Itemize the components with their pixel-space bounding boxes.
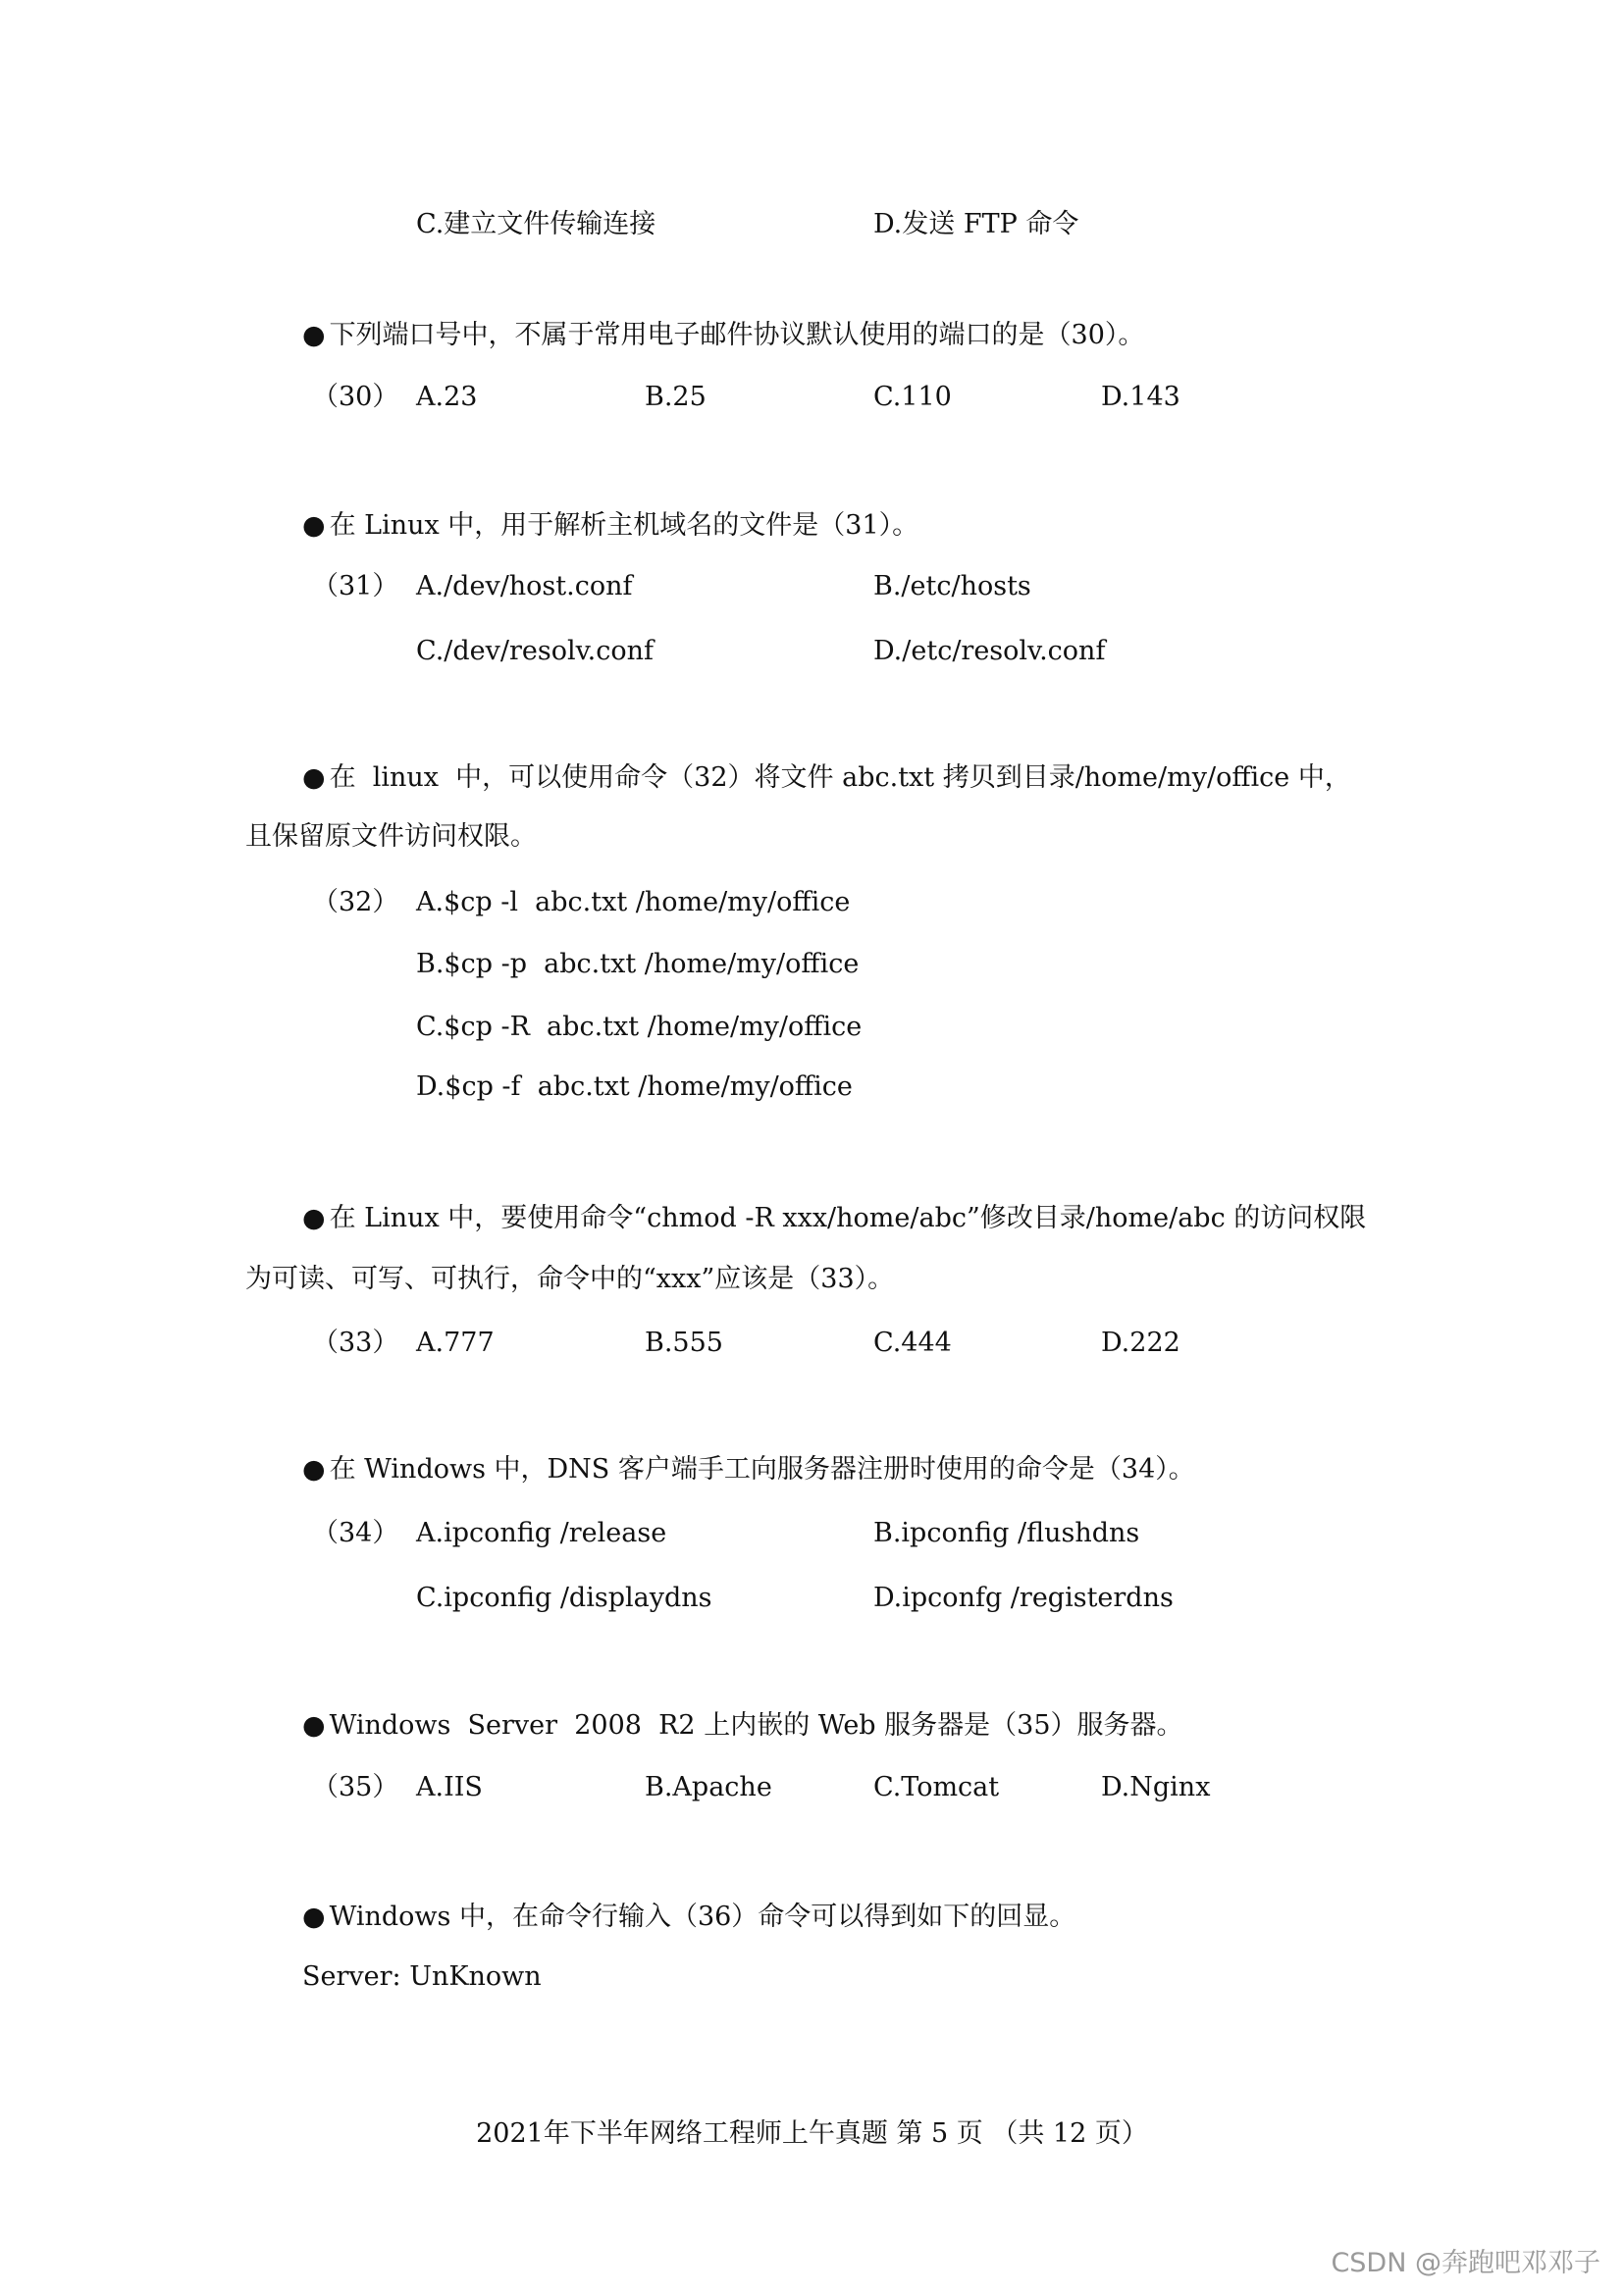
q29-option-c: C.建立文件传输连接: [416, 209, 656, 239]
q34-stem: [302, 1453, 1195, 1487]
q35-option-a: A.IIS: [416, 1772, 483, 1802]
q31-stem: [302, 509, 918, 543]
q33-stem-text: 在 Linux 中，要使用命令“chmod -R xxx/home/abc”修改目录/home/abc 的访问权限: [329, 1203, 1367, 1233]
q31-option-a: A./dev/host.conf: [416, 571, 633, 601]
q35-option-d: D.Nginx: [1101, 1772, 1211, 1802]
q35-stem: [302, 1709, 1183, 1743]
q33-option-c: C.444: [873, 1328, 952, 1358]
q35-option-b: B.Apache: [645, 1772, 772, 1802]
q34-option-b: B.ipconfig /flushdns: [873, 1518, 1140, 1548]
q33-option-b: B.555: [645, 1328, 723, 1358]
q36-stem: [302, 1901, 1075, 1934]
q31-option-c: C./dev/resolv.conf: [416, 636, 655, 666]
q34-option-c: C.ipconfig /displaydns: [416, 1583, 712, 1613]
q35-option-c: C.Tomcat: [873, 1772, 1000, 1802]
csdn-watermark: CSDN @奔跑吧邓邓子: [1331, 2248, 1600, 2278]
q31-stem-text: 在 Linux 中，用于解析主机域名的文件是（31）。: [329, 510, 919, 541]
q30-option-c: C.110: [873, 382, 952, 412]
q33-number: （33）: [312, 1328, 399, 1358]
bullet-icon: ●: [302, 1454, 326, 1485]
q32-stem-line1: [302, 761, 1351, 795]
q32-option-a: A.$cp -l abc.txt /home/my/office: [416, 887, 851, 917]
q29-option-d: D.发送 FTP 命令: [873, 209, 1079, 239]
q31-number: （31）: [312, 571, 399, 601]
q33-option-d: D.222: [1101, 1328, 1180, 1358]
q32-option-b: B.$cp -p abc.txt /home/my/office: [416, 949, 860, 979]
q36-stem-text: Windows 中，在命令行输入（36）命令可以得到如下的回显。: [329, 1902, 1076, 1932]
q32-option-c: C.$cp -R abc.txt /home/my/office: [416, 1012, 863, 1042]
bullet-icon: ●: [302, 1902, 326, 1932]
q34-option-a: A.ipconfig /release: [416, 1518, 667, 1548]
bullet-icon: ●: [302, 320, 326, 350]
q31-option-d: D./etc/resolv.conf: [873, 636, 1106, 666]
q30-option-d: D.143: [1101, 382, 1180, 412]
bullet-icon: ●: [302, 1203, 326, 1233]
bullet-icon: ●: [302, 762, 326, 793]
q32-stem-line2: 且保留原文件访问权限。: [245, 821, 537, 852]
q35-stem-text: Windows Server 2008 R2 上内嵌的 Web 服务器是（35）服务器。: [329, 1710, 1183, 1741]
q32-number: （32）: [312, 887, 399, 917]
q30-stem: [302, 319, 1144, 352]
q30-option-a: A.23: [416, 382, 478, 412]
q35-number: （35）: [312, 1772, 399, 1802]
q31-option-b: B./etc/hosts: [873, 571, 1031, 601]
page-footer: 2021年下半年网络工程师上午真题 第 5 页 （共 12 页）: [476, 2118, 1148, 2149]
q34-stem-text: 在 Windows 中，DNS 客户端手工向服务器注册时使用的命令是（34）。: [329, 1454, 1195, 1485]
q30-option-b: B.25: [645, 382, 707, 412]
q34-option-d: D.ipconfg /registerdns: [873, 1583, 1174, 1613]
q34-number: （34）: [312, 1518, 399, 1548]
q33-stem-line2: 为可读、可写、可执行，命令中的“xxx”应该是（33）。: [245, 1264, 895, 1294]
q33-option-a: A.777: [416, 1328, 495, 1358]
q32-stem-text: 在 linux 中，可以使用命令（32）将文件 abc.txt 拷贝到目录/home/my/office 中，: [329, 762, 1351, 793]
q32-option-d: D.$cp -f abc.txt /home/my/office: [416, 1071, 853, 1102]
bullet-icon: ●: [302, 510, 326, 541]
q33-stem-line1: [302, 1202, 1366, 1235]
q30-stem-text: 下列端口号中，不属于常用电子邮件协议默认使用的端口的是（30）。: [329, 320, 1145, 350]
q36-echo-line: Server: UnKnown: [302, 1961, 542, 1992]
q30-number: （30）: [312, 382, 399, 412]
bullet-icon: ●: [302, 1710, 326, 1741]
